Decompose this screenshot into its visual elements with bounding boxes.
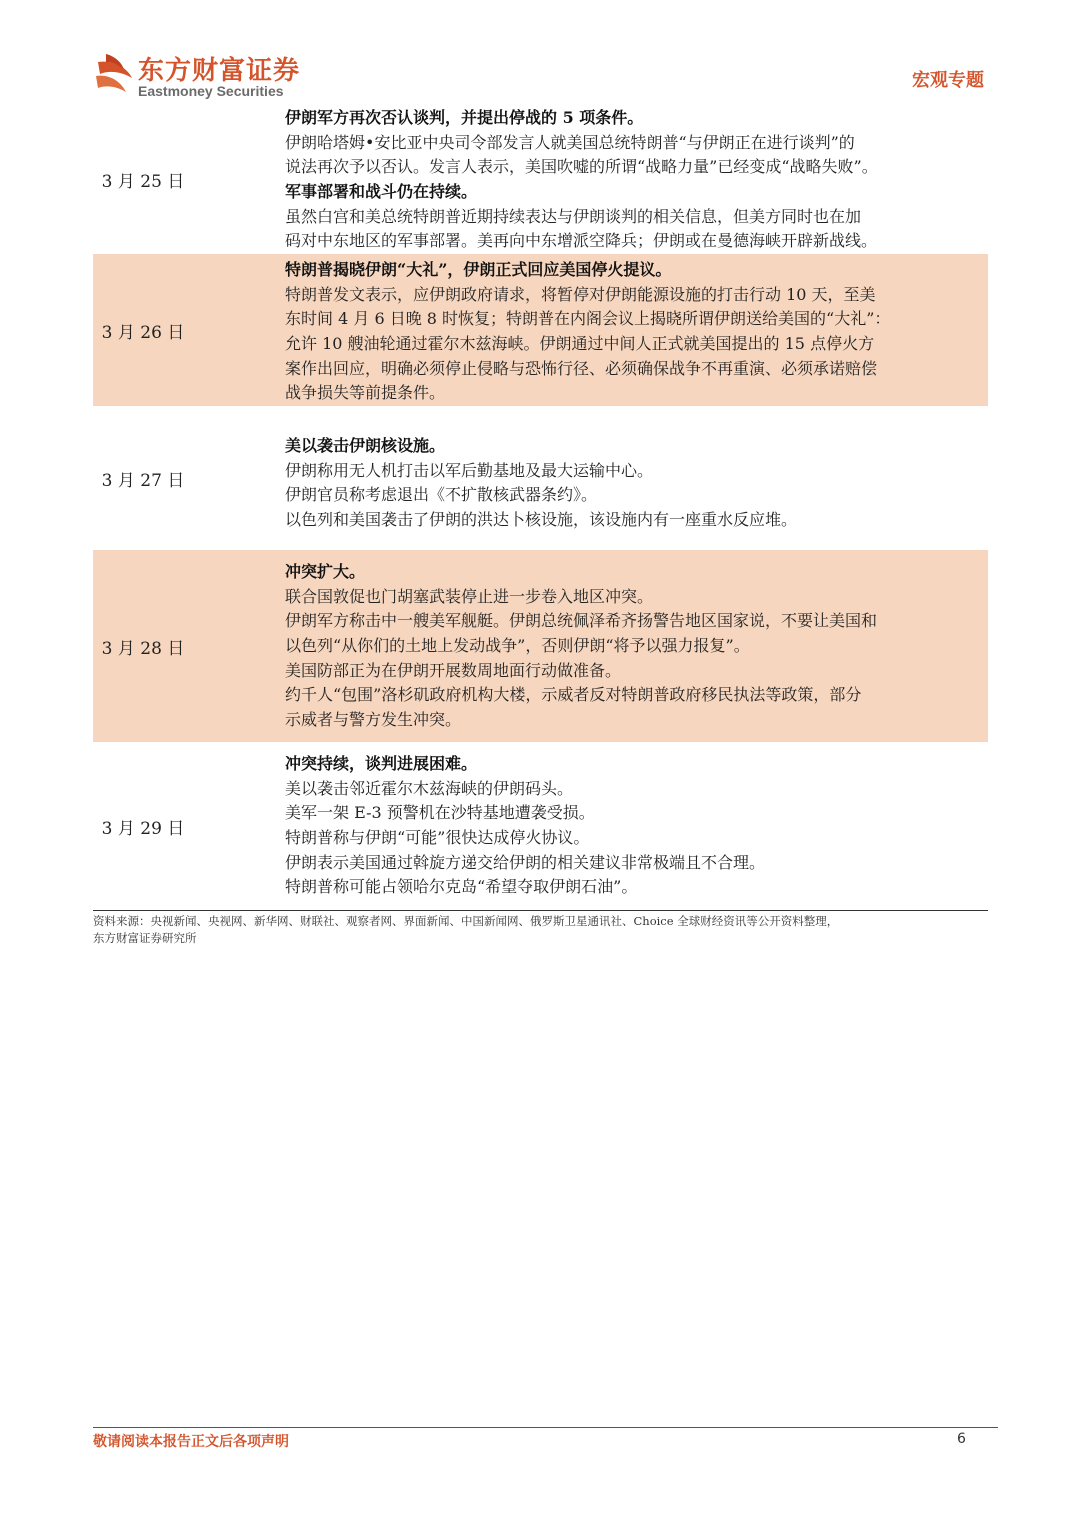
- timeline-row: [93, 406, 988, 550]
- row-content: [285, 434, 980, 533]
- event-detail-line: 美军一架 E-3 预警机在沙特基地遭袭受损。: [285, 803, 595, 823]
- logo-chinese-name: 东方财富证券: [138, 56, 301, 86]
- event-detail-line: 案作出回应，明确必须停止侵略与恐怖行径、必须确保战争不再重演、必须承诺赔偿: [285, 358, 878, 378]
- footer-disclaimer: 敬请阅读本报告正文后各项声明: [93, 1434, 289, 1450]
- event-detail-line: 伊朗官员称考虑退出《不扩散核武器条约》。: [285, 485, 598, 505]
- event-detail-line: 美国防部正为在伊朗开展数周地面行动做准备。: [285, 660, 622, 680]
- row-date: 3 月 26 日: [101, 322, 185, 343]
- event-detail-line: 东时间 4 月 6 日晚 8 时恢复；特朗普在内阁会议上揭晓所谓伊朗送给美国的“大礼”：: [285, 309, 891, 329]
- source-note-line: 资料来源：央视新闻、央视网、新华网、财联社、观察者网、界面新闻、中国新闻网、俄罗斯卫星通讯社、Choice 全球财经资讯等公开资料整理，: [93, 914, 839, 928]
- event-detail-line: 伊朗哈塔姆•安比亚中央司令部发言人就美国总统特朗普“与伊朗正在进行谈判”的: [285, 132, 855, 152]
- event-headline: 美以袭击伊朗核设施。: [285, 436, 446, 455]
- timeline-row: [93, 742, 988, 910]
- source-note: [93, 910, 988, 947]
- timeline-row: [93, 254, 988, 406]
- event-detail-line: 美以袭击邻近霍尔木兹海峡的伊朗码头。: [285, 778, 574, 798]
- event-detail-line: 以色列“从你们的土地上发动战争”，否则伊朗“将予以强力报复”。: [285, 636, 750, 656]
- event-headline: 军事部署和战斗仍在持续。: [285, 182, 478, 202]
- row-date: 3 月 28 日: [101, 638, 185, 659]
- event-headline: 特朗普揭晓伊朗“大礼”，伊朗正式回应美国停火提议。: [285, 260, 672, 279]
- timeline-row: [93, 550, 988, 742]
- section-title: 宏观专题: [912, 70, 984, 91]
- source-note-line: 东方财富证券研究所: [93, 931, 197, 945]
- timeline-row: [93, 104, 988, 254]
- row-content: [285, 258, 980, 406]
- event-detail-line: 伊朗表示美国通过斡旋方递交给伊朗的相关建议非常极端且不合理。: [285, 852, 766, 872]
- logo-english-name: Eastmoney Securities: [138, 83, 284, 99]
- row-content: [285, 106, 980, 254]
- event-detail-line: 伊朗称用无人机打击以军后勤基地及最大运输中心。: [285, 460, 654, 480]
- event-detail-line: 示威者与警方发生冲突。: [285, 710, 462, 730]
- row-date: 3 月 29 日: [101, 818, 185, 839]
- footer-divider: [93, 1427, 998, 1428]
- event-detail-line: 联合国敦促也门胡塞武装停止进一步卷入地区冲突。: [285, 586, 654, 606]
- event-detail-line: 以色列和美国袭击了伊朗的洪达卜核设施，该设施内有一座重水反应堆。: [285, 510, 798, 530]
- event-headline: 冲突持续，谈判进展困难。: [285, 754, 478, 773]
- event-detail-line: 说法再次予以否认。发言人表示，美国吹嘘的所谓“战略力量”已经变成“战略失败”。: [285, 157, 878, 177]
- page-number: 6: [957, 1431, 966, 1447]
- event-timeline-table: [93, 104, 988, 910]
- row-date: 3 月 27 日: [101, 470, 185, 491]
- event-detail-line: 战争损失等前提条件。: [285, 383, 446, 403]
- event-detail-line: 伊朗军方称击中一艘美军舰艇。伊朗总统佩泽希齐扬警告地区国家说，不要让美国和: [285, 611, 878, 631]
- event-detail-line: 特朗普称与伊朗“可能”很快达成停火协议。: [285, 828, 590, 848]
- row-date: 3 月 25 日: [101, 171, 185, 192]
- event-detail-line: 虽然白宫和美总统特朗普近期持续表达与伊朗谈判的相关信息，但美方同时也在加: [285, 206, 862, 226]
- event-detail-line: 特朗普称可能占领哈尔克岛“希望夺取伊朗石油”。: [285, 877, 638, 897]
- row-content: [285, 752, 980, 900]
- event-detail-line: 约千人“包围”洛杉矶政府机构大楼，示威者反对特朗普政府移民执法等政策，部分: [285, 685, 862, 705]
- eastmoney-logo-icon: [92, 52, 136, 100]
- event-headline: 伊朗军方再次否认谈判，并提出停战的 5 项条件。: [285, 108, 644, 127]
- row-content: [285, 560, 980, 733]
- event-headline: 冲突扩大。: [285, 562, 366, 581]
- event-detail-line: 特朗普发文表示，应伊朗政府请求，将暂停对伊朗能源设施的打击行动 10 天，至美: [285, 284, 876, 304]
- event-detail-line: 码对中东地区的军事部署。美再向中东增派空降兵；伊朗或在曼德海峡开辟新战线。: [285, 231, 878, 251]
- event-detail-line: 允许 10 艘油轮通过霍尔木兹海峡。伊朗通过中间人正式就美国提出的 15 点停火方: [285, 334, 875, 354]
